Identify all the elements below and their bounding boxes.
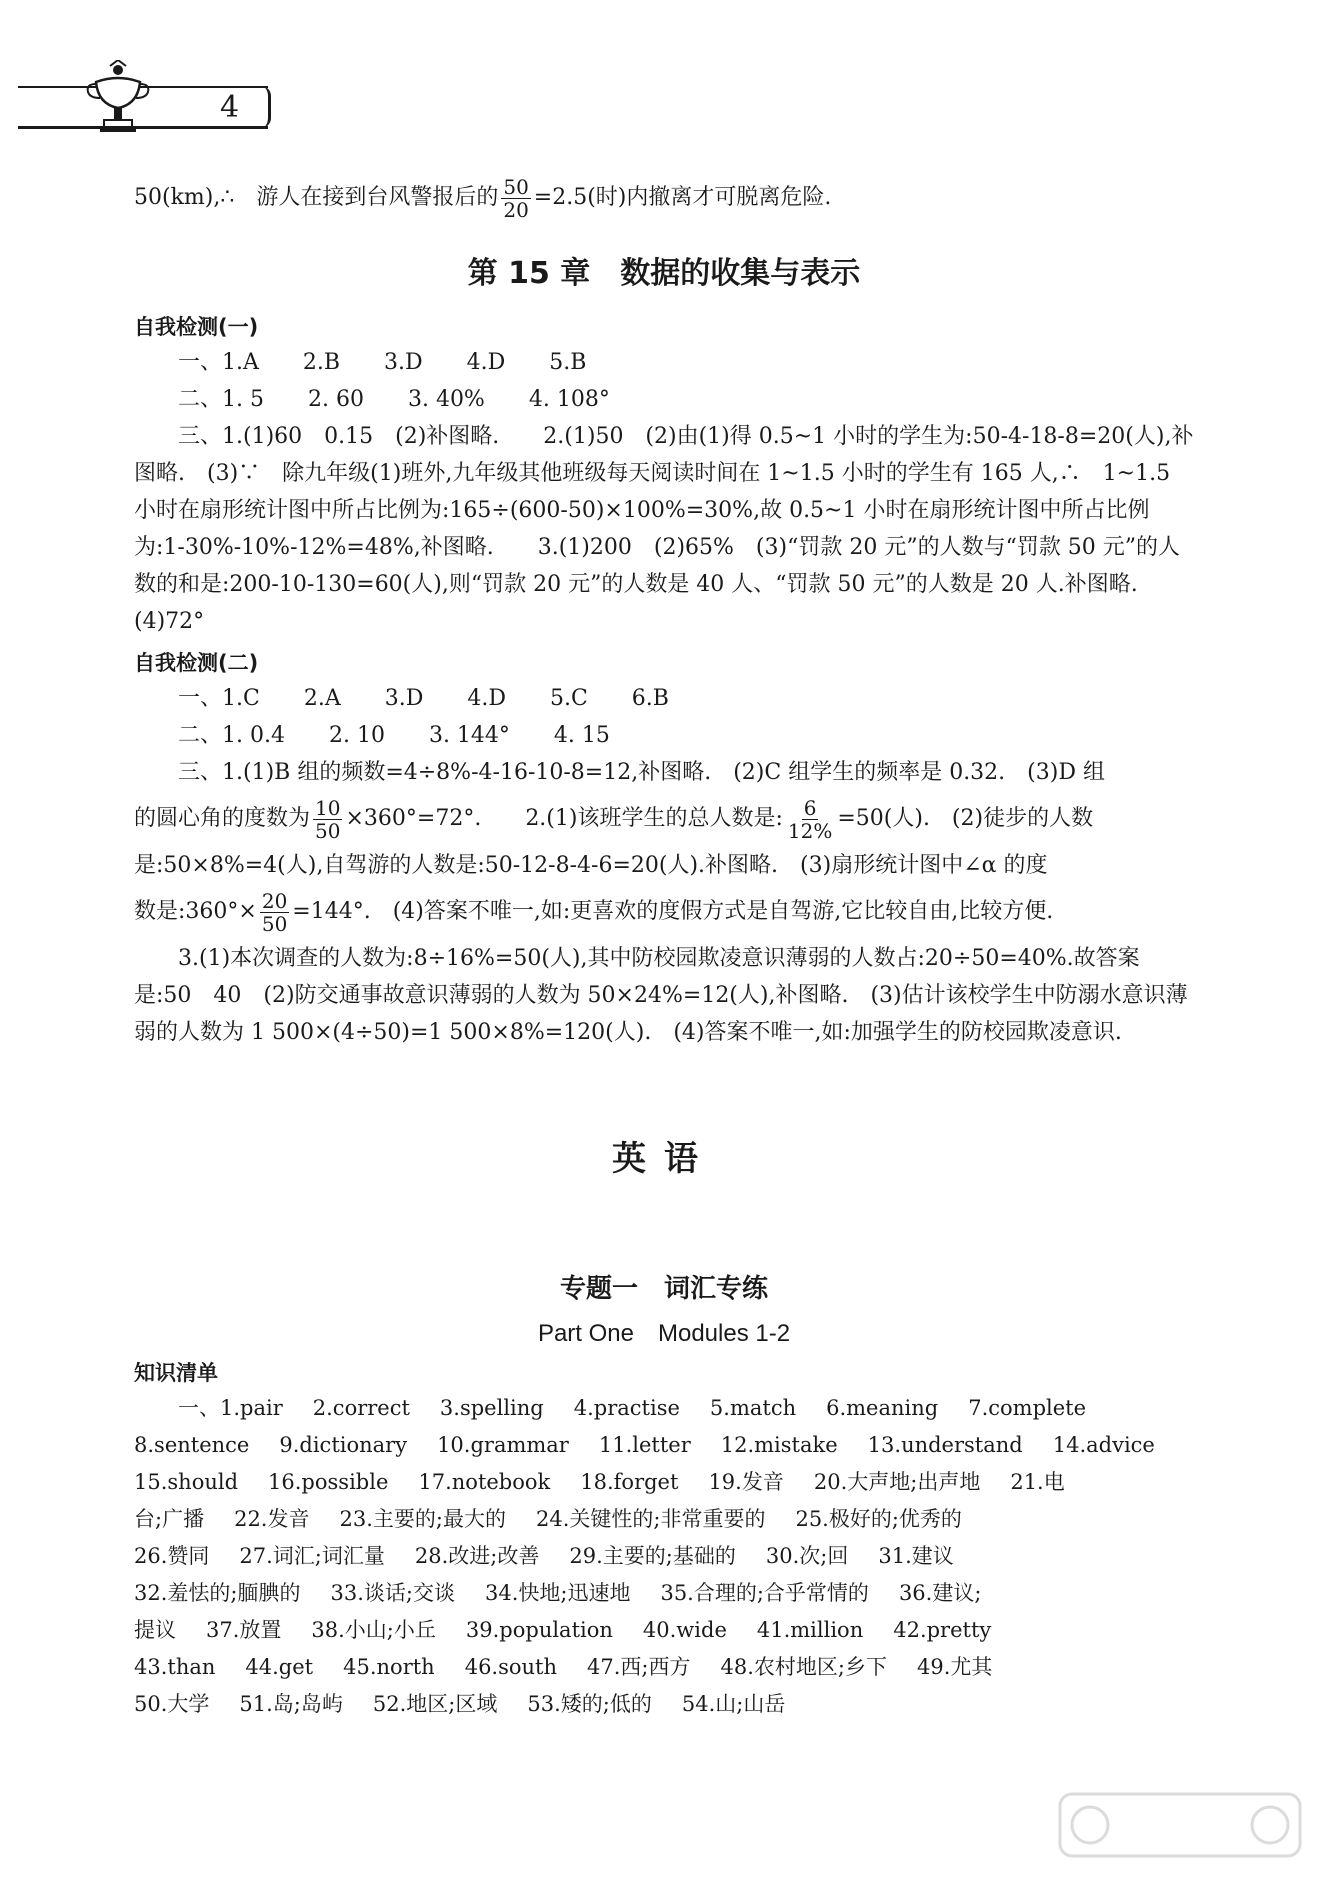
topic-title: 专题一 词汇专练 <box>559 1274 768 1304</box>
vocab-item: 33.谈话;交谈 <box>330 1581 455 1605</box>
part-title: Part One Modules 1-2 <box>537 1320 791 1347</box>
vocab-item: 16.possible <box>268 1470 389 1494</box>
vocab-item: 42.pretty <box>893 1618 992 1642</box>
vocab-item: 31.建议 <box>878 1544 954 1568</box>
vocab-item: 28.改进;改善 <box>414 1544 540 1568</box>
vocab-row <box>134 1501 1194 1538</box>
vocab-row <box>134 1612 1194 1649</box>
vocab-item: 43.than <box>134 1655 216 1679</box>
vocab-item: 15.should <box>134 1470 239 1494</box>
vocab-item: 2.correct <box>312 1396 410 1420</box>
vocab-item: 13.understand <box>867 1433 1023 1457</box>
vocab-item: 3.spelling <box>439 1396 544 1420</box>
section-title-vocab: 知识清单 <box>134 1361 218 1385</box>
vocab-item: 22.发音 <box>234 1507 310 1531</box>
vocab-item: 32.羞怯的;腼腆的 <box>134 1581 301 1605</box>
vocab-item: 11.letter <box>598 1433 691 1457</box>
vocab-item: 24.关键性的;非常重要的 <box>535 1507 766 1531</box>
vocab-item: 10.grammar <box>437 1433 569 1457</box>
vocab-item: 17.notebook <box>418 1470 551 1494</box>
vocab-item: 47.西;西方 <box>587 1655 691 1679</box>
vocab-item: 36.建议; <box>898 1581 982 1605</box>
vocab-item: 52.地区;区域 <box>372 1692 498 1716</box>
continued-line: 50(km),∴ 游人在接到台风警报后的 $\frac{50}{20}$ =2.5(时)内撤离才可脱离危险. <box>134 174 832 222</box>
vocab-item: 44.get <box>245 1655 314 1679</box>
vocab-item: 6.meaning <box>826 1396 939 1420</box>
section-title-test2: 自我检测(二) <box>134 651 259 675</box>
vocab-item: 34.快地;迅速地 <box>484 1581 631 1605</box>
vocab-list <box>134 1390 1194 1723</box>
answer-line: 是:50×8%=4(人),自驾游的人数是:50-12-8-4-6=20(人).补图略. (3)扇形统计图中∠α 的度 <box>134 853 1048 878</box>
watermark-logo <box>1050 1784 1310 1894</box>
trophy-icon <box>78 60 158 140</box>
vocab-item: 45.north <box>343 1655 435 1679</box>
vocab-item: 20.大声地;出声地 <box>813 1470 981 1494</box>
answer-line: 一、1.A 2.B 3.D 4.D 5.B <box>178 350 587 375</box>
vocab-row <box>134 1649 1194 1686</box>
vocab-item: 40.wide <box>642 1618 727 1642</box>
vocab-item: 台;广播 <box>134 1507 205 1531</box>
vocab-row <box>134 1464 1194 1501</box>
vocab-item: 39.population <box>465 1618 613 1642</box>
vocab-item: 49.尤其 <box>916 1655 993 1679</box>
vocab-item: 27.词汇;词汇量 <box>239 1544 385 1568</box>
fraction: $\frac{6}{12\%}$ <box>787 795 833 843</box>
answer-line: 三、1.(1)B 组的频数=4÷8%-4-16-10-8=12,补图略. (2)C 组学生的频率是 0.32. (3)D 组 <box>178 760 1105 785</box>
vocab-item: 21.电 <box>1010 1470 1065 1494</box>
vocab-row <box>134 1427 1194 1464</box>
vocab-item: 提议 <box>134 1618 176 1642</box>
subject-title: 英语 <box>612 1139 716 1179</box>
vocab-row <box>134 1538 1194 1575</box>
vocab-item: 5.match <box>709 1396 797 1420</box>
chapter-title: 第 15 章 数据的收集与表示 <box>467 256 861 291</box>
vocab-item: 26.赞同 <box>134 1544 210 1568</box>
vocab-item: 46.south <box>464 1655 558 1679</box>
answer-line: 二、1. 0.4 2. 10 3. 144° 4. 15 <box>178 723 610 748</box>
vocab-row <box>134 1390 1194 1427</box>
answer-line: 一、1.C 2.A 3.D 4.D 5.C 6.B <box>178 686 669 711</box>
vocab-item: 30.次;回 <box>765 1544 849 1568</box>
vocab-item: 18.forget <box>580 1470 679 1494</box>
vocab-item: 4.practise <box>573 1396 680 1420</box>
vocab-item: 29.主要的;基础的 <box>569 1544 736 1568</box>
fraction: $\frac{50}{20}$ <box>503 174 529 222</box>
fraction: $\frac{10}{50}$ <box>315 795 341 843</box>
vocab-item: 9.dictionary <box>279 1433 408 1457</box>
vocab-item: 41.million <box>756 1618 864 1642</box>
answer-line-with-fractions: 的圆心角的度数为 $\frac{10}{50}$ ×360°=72°. 2.(1)该班学生的总人数是: $\frac{6}{12\%}$ =50(人). (2)徒步的人数 <box>134 795 1094 843</box>
vocab-item: 23.主要的;最大的 <box>339 1507 506 1531</box>
vocab-item: 19.发音 <box>708 1470 784 1494</box>
vocab-item: 54.山;山岳 <box>681 1692 786 1716</box>
section-title-test1: 自我检测(一) <box>134 315 259 339</box>
fraction: $\frac{20}{50}$ <box>261 888 288 936</box>
vocab-item: 8.sentence <box>134 1433 250 1457</box>
vocab-item: 12.mistake <box>720 1433 838 1457</box>
vocab-item: 48.农村地区;乡下 <box>720 1655 887 1679</box>
vocab-item: 35.合理的;合乎常情的 <box>660 1581 869 1605</box>
answer-paragraph: 3.(1)本次调查的人数为:8÷16%=50(人),其中防校园欺凌意识薄弱的人数占:20÷50=40%.故答案是:50 40 (2)防交通事故意识薄弱的人数为 50×24%=12(人),补图略. (3)估计该校学生中防溺水意识薄弱的人数为 1 500×(4÷50)=1 500×8%=120(人). (4)答案不唯一,如:加强学生的防校园欺凌意识. <box>134 946 1188 1045</box>
answer-line: 二、1. 5 2. 60 3. 40% 4. 108° <box>178 387 610 412</box>
page-content <box>134 170 1194 1723</box>
vocab-row <box>134 1686 1194 1723</box>
vocab-item: 38.小山;小丘 <box>311 1618 436 1642</box>
vocab-item: 一、1.pair <box>178 1396 283 1420</box>
vocab-item: 25.极好的;优秀的 <box>795 1507 962 1531</box>
vocab-item: 53.矮的;低的 <box>527 1692 652 1716</box>
vocab-row <box>134 1575 1194 1612</box>
page-number: 4 <box>220 90 240 125</box>
vocab-item: 51.岛;岛屿 <box>239 1692 343 1716</box>
vocab-item: 14.advice <box>1052 1433 1155 1457</box>
header-bracket <box>140 86 271 128</box>
answer-line-with-fraction: 数是:360°× $\frac{20}{50}$ =144°. (4)答案不唯一,如:更喜欢的度假方式是自驾游,它比较自由,比较方便. <box>134 888 1054 936</box>
vocab-item: 37.放置 <box>206 1618 282 1642</box>
vocab-item: 7.complete <box>968 1396 1087 1420</box>
answer-paragraph: 三、1.(1)60 0.15 (2)补图略. 2.(1)50 (2)由(1)得 0.5~1 小时的学生为:50-4-18-8=20(人),补图略. (3)∵ 除九年级(1)班外,九年级其他班级每天阅读时间在 1~1.5 小时的学生有 165 人,∴ 1~1.5 小时在扇形统计图中所占比例为:165÷(600-50)×100%=30%,故 0.5~1 小时在扇形统计图中所占比例为:1-30%-10%-12%=48%,补图略. 3.(1)200 (2)65% (3)“罚款 20 元”的人数与“罚款 50 元”的人数的和是:200-10-130=60(人),则“罚款 20 元”的人数是 40 人、“罚款 50 元”的人数是 20 人.补图略. (4)72° <box>134 424 1194 634</box>
vocab-item: 50.大学 <box>134 1692 210 1716</box>
